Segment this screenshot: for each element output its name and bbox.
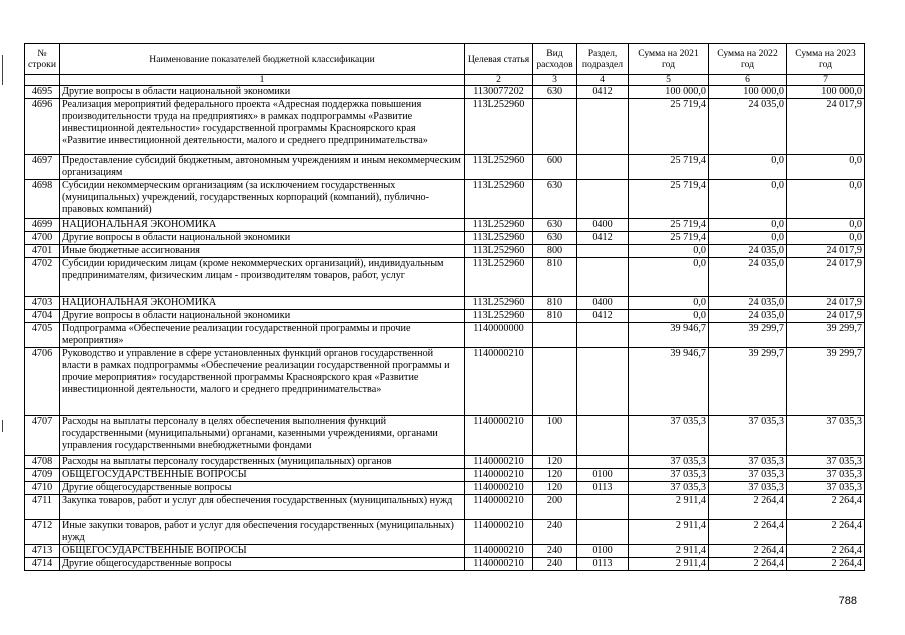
cell-row-number: 4701 xyxy=(25,245,60,258)
cell-name: ОБЩЕГОСУДАРСТВЕННЫЕ ВОПРОСЫ xyxy=(60,545,465,558)
cell-sum-2023: 37 035,3 xyxy=(787,456,865,469)
cell-sum-2021: 37 035,3 xyxy=(629,469,709,482)
cell-sum-2021: 37 035,3 xyxy=(629,416,709,456)
cell-sum-2021: 25 719,4 xyxy=(629,219,709,232)
header-expense-kind: Вид расходов xyxy=(533,44,577,75)
cell-row-number: 4699 xyxy=(25,219,60,232)
cell-name: Другие общегосударственные вопросы xyxy=(60,482,465,495)
cell-sum-2022: 2 264,4 xyxy=(709,520,787,545)
cell-expense-kind: 630 xyxy=(533,86,577,99)
cell-target-article: 113L252960 xyxy=(465,258,533,297)
cell-row-number: 4712 xyxy=(25,520,60,545)
table-row xyxy=(25,180,865,219)
cell-row-number: 4706 xyxy=(25,348,60,416)
table-row xyxy=(25,310,865,323)
cell-sum-2023: 37 035,3 xyxy=(787,469,865,482)
cell-row-number: 4696 xyxy=(25,99,60,155)
cell-section: 0100 xyxy=(577,545,629,558)
cell-expense-kind: 630 xyxy=(533,219,577,232)
table-row xyxy=(25,545,865,558)
cell-target-article: 1140000210 xyxy=(465,545,533,558)
cell-section xyxy=(577,456,629,469)
cell-sum-2022: 39 299,7 xyxy=(709,348,787,416)
cell-sum-2022: 37 035,3 xyxy=(709,482,787,495)
cell-sum-2022: 39 299,7 xyxy=(709,323,787,348)
header-target-article: Целевая статья xyxy=(465,44,533,75)
cell-name: Расходы на выплаты персоналу в целях обеспечения выполнения функций государственными (муниципальными) органами, казенными учреждениями, органами управления государственными внебюджетными фондами xyxy=(60,416,465,456)
cell-sum-2021: 37 035,3 xyxy=(629,482,709,495)
cell-sum-2023: 2 264,4 xyxy=(787,495,865,520)
cell-sum-2023: 24 017,9 xyxy=(787,99,865,155)
column-number-row xyxy=(25,75,865,86)
cell-target-article: 1140000210 xyxy=(465,469,533,482)
cell-sum-2022: 37 035,3 xyxy=(709,416,787,456)
page-number: 788 xyxy=(838,595,857,607)
table-row xyxy=(25,520,865,545)
cell-expense-kind: 120 xyxy=(533,482,577,495)
table-row xyxy=(25,155,865,180)
cell-row-number: 4709 xyxy=(25,469,60,482)
cell-name: НАЦИОНАЛЬНАЯ ЭКОНОМИКА xyxy=(60,219,465,232)
cell-row-number: 4702 xyxy=(25,258,60,297)
cell-target-article: 1140000210 xyxy=(465,416,533,456)
cell-sum-2022: 24 035,0 xyxy=(709,99,787,155)
cell-section xyxy=(577,323,629,348)
cell-sum-2021: 0,0 xyxy=(629,258,709,297)
cell-sum-2023: 2 264,4 xyxy=(787,558,865,571)
cell-sum-2021: 0,0 xyxy=(629,245,709,258)
cell-expense-kind: 810 xyxy=(533,258,577,297)
cell-sum-2023: 0,0 xyxy=(787,155,865,180)
cell-target-article: 1140000210 xyxy=(465,482,533,495)
cell-name: Подпрограмма «Обеспечение реализации государственной программы и прочие мероприятия» xyxy=(60,323,465,348)
cell-sum-2022: 0,0 xyxy=(709,219,787,232)
table-row xyxy=(25,232,865,245)
cell-name: Закупка товаров, работ и услуг для обеспечения государственных (муниципальных) нужд xyxy=(60,495,465,520)
column-number: 6 xyxy=(709,75,787,86)
header-section: Раздел, подраздел xyxy=(577,44,629,75)
cell-row-number: 4714 xyxy=(25,558,60,571)
cell-sum-2021: 37 035,3 xyxy=(629,456,709,469)
cell-target-article: 113L252960 xyxy=(465,310,533,323)
cell-expense-kind: 630 xyxy=(533,180,577,219)
cell-row-number: 4711 xyxy=(25,495,60,520)
cell-sum-2022: 24 035,0 xyxy=(709,258,787,297)
cell-section xyxy=(577,348,629,416)
page-edge-mark xyxy=(2,55,3,85)
cell-row-number: 4698 xyxy=(25,180,60,219)
cell-target-article: 113L252960 xyxy=(465,232,533,245)
cell-sum-2022: 0,0 xyxy=(709,180,787,219)
cell-sum-2021: 0,0 xyxy=(629,310,709,323)
cell-section: 0400 xyxy=(577,219,629,232)
cell-sum-2022: 0,0 xyxy=(709,155,787,180)
table-row xyxy=(25,456,865,469)
cell-sum-2021: 2 911,4 xyxy=(629,545,709,558)
table-row xyxy=(25,99,865,155)
cell-section xyxy=(577,520,629,545)
table-row xyxy=(25,323,865,348)
cell-section xyxy=(577,180,629,219)
cell-row-number: 4697 xyxy=(25,155,60,180)
cell-row-number: 4705 xyxy=(25,323,60,348)
cell-sum-2021: 25 719,4 xyxy=(629,99,709,155)
header-row-number: № строки xyxy=(25,44,60,75)
cell-sum-2022: 2 264,4 xyxy=(709,558,787,571)
header-sum-2022: Сумма на 2022 год xyxy=(709,44,787,75)
cell-target-article: 1130077202 xyxy=(465,86,533,99)
cell-expense-kind: 800 xyxy=(533,245,577,258)
cell-name: ОБЩЕГОСУДАРСТВЕННЫЕ ВОПРОСЫ xyxy=(60,469,465,482)
cell-row-number: 4710 xyxy=(25,482,60,495)
cell-sum-2021: 39 946,7 xyxy=(629,348,709,416)
table-row xyxy=(25,495,865,520)
cell-name: Иные бюджетные ассигнования xyxy=(60,245,465,258)
cell-row-number: 4713 xyxy=(25,545,60,558)
cell-sum-2023: 39 299,7 xyxy=(787,323,865,348)
table-row xyxy=(25,469,865,482)
cell-section: 0412 xyxy=(577,232,629,245)
cell-expense-kind: 600 xyxy=(533,155,577,180)
cell-sum-2022: 37 035,3 xyxy=(709,456,787,469)
cell-expense-kind: 200 xyxy=(533,495,577,520)
table-row xyxy=(25,245,865,258)
cell-section xyxy=(577,99,629,155)
cell-target-article: 1140000210 xyxy=(465,456,533,469)
page-edge-mark xyxy=(2,420,3,432)
table-row xyxy=(25,219,865,232)
cell-sum-2023: 2 264,4 xyxy=(787,520,865,545)
cell-section xyxy=(577,245,629,258)
header-name: Наименование показателей бюджетной классификации xyxy=(60,44,465,75)
cell-sum-2022: 2 264,4 xyxy=(709,495,787,520)
cell-target-article: 1140000210 xyxy=(465,495,533,520)
budget-table xyxy=(24,43,865,571)
cell-target-article: 113L252960 xyxy=(465,245,533,258)
cell-sum-2022: 2 264,4 xyxy=(709,545,787,558)
column-number: 1 xyxy=(60,75,465,86)
table-row xyxy=(25,416,865,456)
cell-sum-2023: 39 299,7 xyxy=(787,348,865,416)
cell-row-number: 4695 xyxy=(25,86,60,99)
cell-sum-2021: 2 911,4 xyxy=(629,495,709,520)
cell-sum-2022: 37 035,3 xyxy=(709,469,787,482)
header-sum-2023: Сумма на 2023 год xyxy=(787,44,865,75)
cell-name: Иные закупки товаров, работ и услуг для обеспечения государственных (муниципальных) нужд xyxy=(60,520,465,545)
cell-row-number: 4700 xyxy=(25,232,60,245)
cell-sum-2023: 37 035,3 xyxy=(787,482,865,495)
cell-target-article: 113L252960 xyxy=(465,219,533,232)
cell-expense-kind: 100 xyxy=(533,416,577,456)
cell-row-number: 4703 xyxy=(25,297,60,310)
cell-row-number: 4707 xyxy=(25,416,60,456)
cell-sum-2023: 0,0 xyxy=(787,232,865,245)
cell-row-number: 4704 xyxy=(25,310,60,323)
cell-section: 0400 xyxy=(577,297,629,310)
column-number: 4 xyxy=(577,75,629,86)
cell-sum-2021: 0,0 xyxy=(629,297,709,310)
cell-sum-2021: 25 719,4 xyxy=(629,232,709,245)
cell-name: Другие вопросы в области национальной экономики xyxy=(60,86,465,99)
table-body xyxy=(25,86,865,571)
cell-name: Реализация мероприятий федерального проекта «Адресная поддержка повышения производительности труда на предприятиях» в рамках подпрограммы «Развитие инвестиционной деятельности» государственной программы Красноярского края «Развитие инвестиционной деятельности, малого и среднего предпринимательства» xyxy=(60,99,465,155)
cell-sum-2023: 0,0 xyxy=(787,180,865,219)
cell-sum-2021: 2 911,4 xyxy=(629,558,709,571)
table-row xyxy=(25,558,865,571)
cell-target-article: 1140000000 xyxy=(465,323,533,348)
cell-name: Другие общегосударственные вопросы xyxy=(60,558,465,571)
cell-sum-2022: 24 035,0 xyxy=(709,310,787,323)
cell-expense-kind: 810 xyxy=(533,310,577,323)
cell-section: 0412 xyxy=(577,86,629,99)
header-sum-2021: Сумма на 2021 год xyxy=(629,44,709,75)
cell-expense-kind: 120 xyxy=(533,469,577,482)
cell-expense-kind: 120 xyxy=(533,456,577,469)
cell-sum-2021: 2 911,4 xyxy=(629,520,709,545)
cell-sum-2023: 2 264,4 xyxy=(787,545,865,558)
cell-section: 0100 xyxy=(577,469,629,482)
cell-target-article: 1140000210 xyxy=(465,520,533,545)
cell-sum-2022: 0,0 xyxy=(709,232,787,245)
cell-section xyxy=(577,155,629,180)
cell-name: Другие вопросы в области национальной экономики xyxy=(60,232,465,245)
cell-sum-2021: 25 719,4 xyxy=(629,180,709,219)
cell-section xyxy=(577,416,629,456)
cell-expense-kind: 810 xyxy=(533,297,577,310)
cell-sum-2023: 24 017,9 xyxy=(787,310,865,323)
cell-sum-2022: 24 035,0 xyxy=(709,245,787,258)
table-row xyxy=(25,348,865,416)
cell-expense-kind: 240 xyxy=(533,558,577,571)
cell-target-article: 113L252960 xyxy=(465,180,533,219)
cell-sum-2021: 25 719,4 xyxy=(629,155,709,180)
cell-name: Руководство и управление в сфере установленных функций органов государственной власти в рамках подпрограммы «Обеспечение реализации государственной программы и прочие мероприятия» государственной программы Красноярского края «Развитие инвестиционной деятельности, малого и среднего предпринимательства» xyxy=(60,348,465,416)
cell-name: Расходы на выплаты персоналу государственных (муниципальных) органов xyxy=(60,456,465,469)
column-number: 7 xyxy=(787,75,865,86)
cell-expense-kind: 630 xyxy=(533,232,577,245)
column-number: 3 xyxy=(533,75,577,86)
cell-name: Предоставление субсидий бюджетным, автономным учреждениям и иным некоммерческим организациям xyxy=(60,155,465,180)
cell-section xyxy=(577,258,629,297)
column-number xyxy=(25,75,60,86)
cell-sum-2023: 24 017,9 xyxy=(787,245,865,258)
cell-name: Другие вопросы в области национальной экономики xyxy=(60,310,465,323)
cell-sum-2022: 24 035,0 xyxy=(709,297,787,310)
cell-name: Субсидии некоммерческим организациям (за исключением государственных (муниципальных) учреждений, государственных корпораций (компаний), публично-правовых компаний) xyxy=(60,180,465,219)
cell-expense-kind: 240 xyxy=(533,520,577,545)
table-row xyxy=(25,86,865,99)
cell-row-number: 4708 xyxy=(25,456,60,469)
cell-sum-2023: 24 017,9 xyxy=(787,297,865,310)
cell-sum-2021: 39 946,7 xyxy=(629,323,709,348)
cell-expense-kind xyxy=(533,99,577,155)
table-row xyxy=(25,482,865,495)
table-row xyxy=(25,258,865,297)
cell-section: 0412 xyxy=(577,310,629,323)
column-number: 5 xyxy=(629,75,709,86)
cell-section: 0113 xyxy=(577,482,629,495)
cell-name: Субсидии юридическим лицам (кроме некоммерческих организаций), индивидуальным предпринимателям, физическим лицам - производителям товаров, работ, услуг xyxy=(60,258,465,297)
cell-target-article: 113L252960 xyxy=(465,155,533,180)
column-number: 2 xyxy=(465,75,533,86)
cell-name: НАЦИОНАЛЬНАЯ ЭКОНОМИКА xyxy=(60,297,465,310)
cell-expense-kind xyxy=(533,323,577,348)
cell-section: 0113 xyxy=(577,558,629,571)
cell-expense-kind xyxy=(533,348,577,416)
cell-sum-2021: 100 000,0 xyxy=(629,86,709,99)
cell-sum-2023: 100 000,0 xyxy=(787,86,865,99)
cell-sum-2022: 100 000,0 xyxy=(709,86,787,99)
cell-target-article: 113L252960 xyxy=(465,99,533,155)
cell-sum-2023: 24 017,9 xyxy=(787,258,865,297)
cell-target-article: 113L252960 xyxy=(465,297,533,310)
table-header-row xyxy=(25,44,865,75)
cell-target-article: 1140000210 xyxy=(465,558,533,571)
cell-sum-2023: 0,0 xyxy=(787,219,865,232)
cell-target-article: 1140000210 xyxy=(465,348,533,416)
cell-sum-2023: 37 035,3 xyxy=(787,416,865,456)
table-row xyxy=(25,297,865,310)
cell-expense-kind: 240 xyxy=(533,545,577,558)
cell-section xyxy=(577,495,629,520)
